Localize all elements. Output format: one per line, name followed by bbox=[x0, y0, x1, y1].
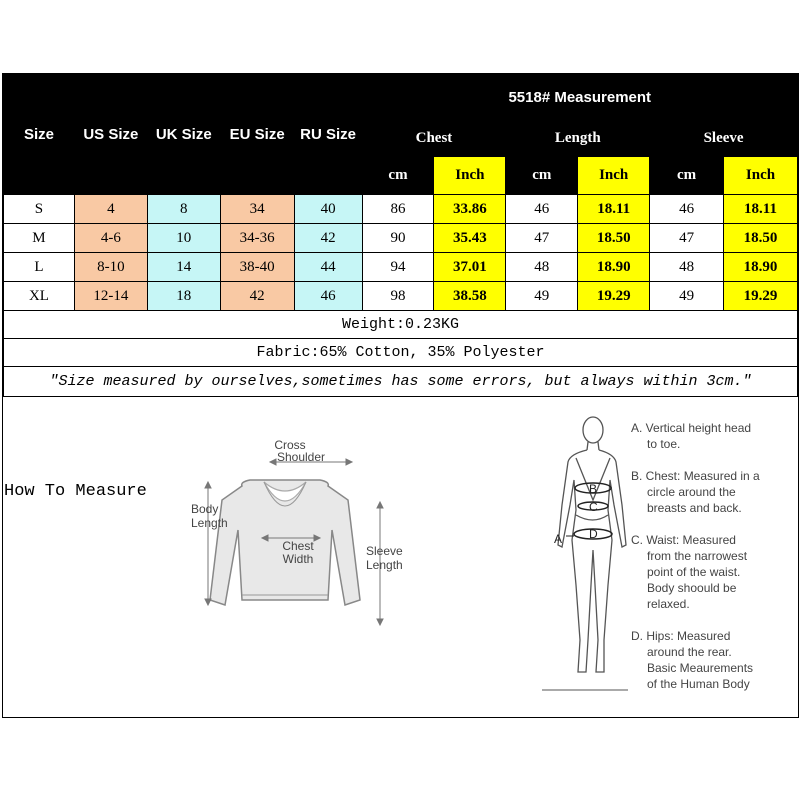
header-ru-size: RU Size bbox=[294, 75, 362, 195]
table-row bbox=[4, 253, 798, 282]
cell-sleeve-inch: 18.11 bbox=[724, 195, 798, 224]
cell-size: XL bbox=[4, 282, 75, 311]
sleeve-length-label-1: Sleeve bbox=[366, 544, 403, 558]
garment-diagram bbox=[180, 430, 410, 630]
header-chest-inch: Inch bbox=[434, 157, 506, 195]
cross-shoulder-label-2: Shoulder bbox=[276, 450, 326, 464]
table-row bbox=[4, 282, 798, 311]
header-uk-size: UK Size bbox=[147, 75, 220, 195]
cell-us: 4 bbox=[74, 195, 147, 224]
cell-sleeve-inch: 18.90 bbox=[724, 253, 798, 282]
cell-chest-inch: 33.86 bbox=[434, 195, 506, 224]
header-chest-cm: cm bbox=[362, 157, 434, 195]
header-length-cm: cm bbox=[506, 157, 578, 195]
size-table bbox=[3, 74, 798, 397]
marker-d: D bbox=[589, 527, 598, 541]
cell-sleeve-cm: 47 bbox=[650, 224, 724, 253]
cell-uk: 10 bbox=[147, 224, 220, 253]
cell-eu: 34 bbox=[220, 195, 294, 224]
marker-c: C bbox=[589, 500, 598, 514]
how-to-measure-label: How To Measure bbox=[4, 482, 147, 501]
sleeve-length-label-2: Length bbox=[366, 558, 403, 572]
cell-chest-cm: 90 bbox=[362, 224, 434, 253]
header-size: Size bbox=[4, 75, 75, 195]
table-row bbox=[4, 224, 798, 253]
human-figure-diagram bbox=[540, 410, 630, 695]
cell-ru: 40 bbox=[294, 195, 362, 224]
header-length: Length bbox=[506, 121, 650, 157]
cell-chest-cm: 86 bbox=[362, 195, 434, 224]
cell-chest-inch: 35.43 bbox=[434, 224, 506, 253]
cell-sleeve-cm: 49 bbox=[650, 282, 724, 311]
cell-us: 12-14 bbox=[74, 282, 147, 311]
cell-length-cm: 48 bbox=[506, 253, 578, 282]
note-b: B. Chest: Measured in a circle around the breasts and back. bbox=[631, 469, 760, 515]
cell-sleeve-inch: 18.50 bbox=[724, 224, 798, 253]
cell-length-inch: 19.29 bbox=[578, 282, 650, 311]
header-sleeve: Sleeve bbox=[650, 121, 798, 157]
cell-us: 4-6 bbox=[74, 224, 147, 253]
cell-eu: 42 bbox=[220, 282, 294, 311]
cell-length-cm: 47 bbox=[506, 224, 578, 253]
cell-ru: 42 bbox=[294, 224, 362, 253]
cell-chest-cm: 94 bbox=[362, 253, 434, 282]
cell-length-cm: 46 bbox=[506, 195, 578, 224]
size-note: "Size measured by ourselves,sometimes has some errors, but always within 3cm." bbox=[4, 367, 798, 397]
cell-length-cm: 49 bbox=[506, 282, 578, 311]
body-length-label-2: Length bbox=[191, 516, 228, 530]
cell-sleeve-inch: 19.29 bbox=[724, 282, 798, 311]
table-row bbox=[4, 195, 798, 224]
marker-a: A bbox=[554, 532, 563, 546]
header-measurement: 5518# Measurement bbox=[362, 75, 797, 121]
header-eu-size: EU Size bbox=[220, 75, 294, 195]
header-chest: Chest bbox=[362, 121, 506, 157]
cell-chest-inch: 38.58 bbox=[434, 282, 506, 311]
cell-size: L bbox=[4, 253, 75, 282]
body-length-label-1: Body bbox=[191, 502, 219, 516]
note-c: C. Waist: Measured from the narrowest point of the waist. Body shoould be relaxed. bbox=[631, 533, 748, 611]
header-us-size: US Size bbox=[74, 75, 147, 195]
cell-uk: 14 bbox=[147, 253, 220, 282]
cell-length-inch: 18.11 bbox=[578, 195, 650, 224]
cell-ru: 44 bbox=[294, 253, 362, 282]
cell-sleeve-cm: 48 bbox=[650, 253, 724, 282]
weight-row: Weight:0.23KG bbox=[4, 311, 798, 339]
cross-shoulder-label-1: Cross bbox=[274, 438, 306, 452]
cell-size: S bbox=[4, 195, 75, 224]
header-length-inch: Inch bbox=[578, 157, 650, 195]
cell-length-inch: 18.90 bbox=[578, 253, 650, 282]
cell-eu: 38-40 bbox=[220, 253, 294, 282]
cell-sleeve-cm: 46 bbox=[650, 195, 724, 224]
marker-b: B bbox=[589, 482, 598, 496]
chest-width-label-1: Chest bbox=[282, 539, 314, 553]
header-sleeve-inch: Inch bbox=[724, 157, 798, 195]
note-a: A. Vertical height head to toe. bbox=[631, 421, 752, 451]
cell-us: 8-10 bbox=[74, 253, 147, 282]
fabric-row: Fabric:65% Cotton, 35% Polyester bbox=[4, 339, 798, 367]
chest-width-label-2: Width bbox=[282, 552, 314, 566]
cell-uk: 8 bbox=[147, 195, 220, 224]
header-sleeve-cm: cm bbox=[650, 157, 724, 195]
cell-chest-inch: 37.01 bbox=[434, 253, 506, 282]
note-d: D. Hips: Measured around the rear. Basic Meaurements of the Human Body bbox=[631, 629, 754, 691]
cell-size: M bbox=[4, 224, 75, 253]
cell-ru: 46 bbox=[294, 282, 362, 311]
cell-eu: 34-36 bbox=[220, 224, 294, 253]
cell-chest-cm: 98 bbox=[362, 282, 434, 311]
cell-length-inch: 18.50 bbox=[578, 224, 650, 253]
cell-uk: 18 bbox=[147, 282, 220, 311]
